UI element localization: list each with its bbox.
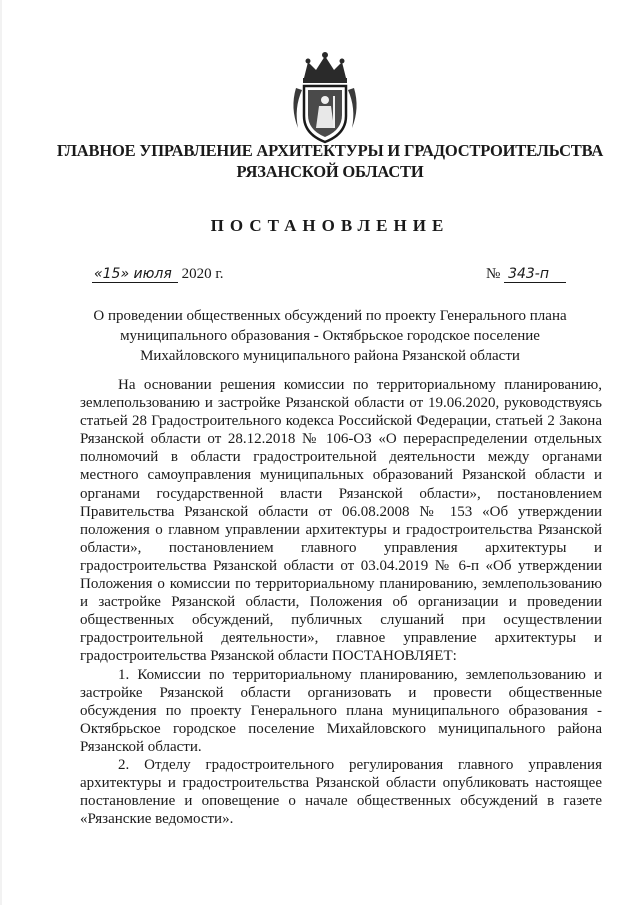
authority-line-1: ГЛАВНОЕ УПРАВЛЕНИЕ АРХИТЕКТУРЫ И ГРАДОСТРОИТЕЛЬСТВА — [56, 141, 604, 160]
date-year: 2020 г. — [181, 266, 224, 282]
preamble-paragraph: На основании решения комиссии по территориальному планированию, землепользованию и застройке Рязанской области от 19.06.2020, руководствуясь статьей 28 Градостроительного кодекса Российской Федерации, статьей 2 Закона Рязанской области от 28.12.2018 № 106-ОЗ «О перераспределении отдельных полномочий в области градостроительной деятельности между органами местного самоуправления муниципальных образований Рязанской области и органами государственной власти Рязанской области», постановлением Правительства Рязанской области от 06.08.2008 № 153 «Об утверждении положения о главном управлении архитектуры и градостроительства Рязанской области», постановлением главного управления архитектуры и градостроительства Рязанской области от 03.04.2019 № 6-п «Об утверждении Положения о комиссии по территориальному планированию, землепользованию и застройке Рязанской области, Положения об организации и проведении общественных обсуждений, публичных слушаний при осуществлении градостроительной деятельности», главное управление архитектуры и градостроительства Рязанской области ПОСТАНОВЛЯЕТ: — [80, 377, 602, 665]
document-number — [486, 266, 566, 283]
subject-line-1: О проведении общественных обсуждений по проекту Генерального плана — [93, 308, 567, 324]
subject-line-3: Михайловского муниципального района Рязанской области — [140, 348, 520, 364]
document-type-heading: ПОСТАНОВЛЕНИЕ — [210, 216, 450, 235]
document-subject — [60, 306, 600, 366]
resolution-item-1: 1. Комиссии по территориальному планированию, землепользованию и застройке Рязанской области организовать и провести общественные обсуждения по проекту Генерального плана муниципального образования - Октябрьское городское поселение Михайловского муниципального района Рязанской области. — [80, 666, 602, 755]
handwritten-date: «15» июля — [92, 266, 178, 283]
document-body — [80, 376, 602, 828]
coat-of-arms-emblem — [290, 48, 360, 148]
number-sign: № — [486, 266, 501, 282]
subject-line-2: муниципального образования - Октябрьское городское поселение — [120, 328, 540, 344]
authority-line-2: РЯЗАНСКОЙ ОБЛАСТИ — [236, 162, 424, 181]
handwritten-number: 343-п — [504, 266, 566, 283]
document-date — [92, 266, 224, 283]
scan-edge — [0, 0, 2, 905]
resolution-item-2: 2. Отделу градостроительного регулирования главного управления архитектуры и градостроительства Рязанской области опубликовать настоящее постановление и оповещение о начале общественных обсуждений в газете «Рязанские ведомости». — [80, 756, 602, 828]
issuing-authority — [40, 140, 620, 182]
